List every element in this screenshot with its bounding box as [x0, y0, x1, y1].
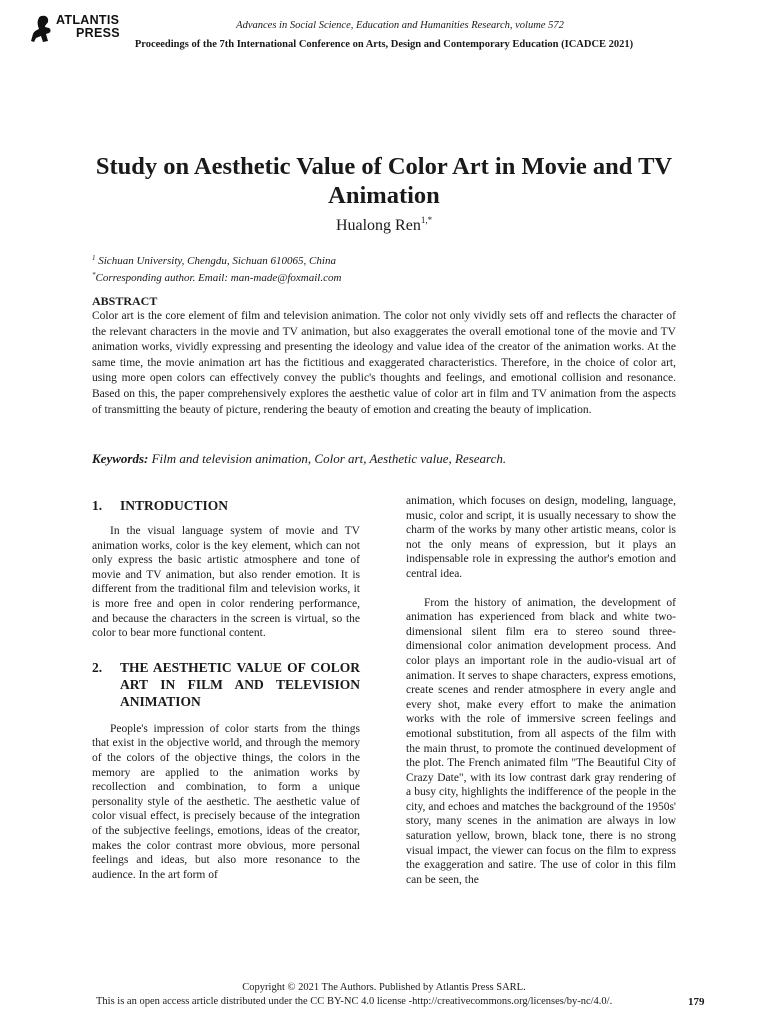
corresponding-superscript: * — [92, 271, 96, 279]
thinker-icon — [30, 14, 54, 44]
abstract-heading: ABSTRACT — [92, 294, 158, 308]
author-superscript: 1,* — [420, 215, 433, 225]
paper-title: Study on Aesthetic Value of Color Art in Movie and TV Animation — [95, 153, 673, 209]
author-line — [0, 215, 768, 235]
page-number: 179 — [688, 996, 705, 1008]
copyright-line: Copyright © 2021 The Authors. Published by Atlantis Press SARL. — [242, 982, 526, 993]
abstract-text: Color art is the core element of film and television animation. The color not only vividly sets off and reflects the character of the relevant characters in the movie and TV animation, but also exaggerates the overall emotional tone of the movie and TV animation works, vividly expressing and presenting the ideology and value idea of the creator of the animation works. At the same time, the movie animation art has the fictitious and exaggerated characteristics. Therefore, in the choice of color art, using more open colors can effectively convey the public's thoughts and feelings, and emotional collision and resonance. Based on this, the paper comprehensively explores the aesthetic value of color art in film and TV animation from the aspects of transmitting the beauty of picture, rendering the beauty of emotion and creating the beauty of implication. — [92, 310, 676, 416]
affiliation-superscript: 1 — [92, 254, 96, 262]
author-name: Hualong Ren — [335, 217, 421, 234]
right-paragraph-2: From the history of animation, the development of animation has experienced from black and white two-dimensional silent film era to stereo sound three-dimensional color animation development process. And color plays an important role in the audio-visual art of animation. It serves to shape characters, express emotions, create scenes and render atmosphere in every angle and every shot, make every effort to make the animation works with the role of immersive screen feelings and emotional substitution, from all aspects of the film with the main thrust, to promote the continued development of the plot. The French animated film "The Beautiful City of Crazy Date", with its low contrast dark gray rendering of a busy city, highlights the indifference of the people in the city, and echoes and matches the background of the 1950s' story, many scenes in the animation are always in low saturation yellow, brown, black tone, there is no strong visual impact, the viewer can focus on the film to express the exaggeration and satire. The use of color in this film can be seen, the — [406, 596, 676, 886]
section-1-paragraph: In the visual language system of movie and TV animation works, color is the key element, which can not only express the basic artistic atmosphere and tone of movie and TV animation, but also render emotion. It is different from the traditional film and television works, it is more free and open in color rendering performance, and because the characters in the screen is virtual, so the color to bear more functional content. — [92, 525, 360, 640]
logo-line-2: PRESS — [76, 26, 120, 40]
right-paragraph-1: animation, which focuses on design, modeling, language, music, color and script, it is usually necessary to show the charm of the works by many other artistic means, color is not the only means of expression, but it plays an indispensable role in expressing the author's emotion and central idea. — [406, 495, 676, 580]
keywords-text: Film and television animation, Color art, Aesthetic value, Research. — [148, 451, 507, 466]
journal-header: Advances in Social Science, Education and Humanities Research, volume 572 — [236, 20, 564, 31]
corresponding-text: Corresponding author. Email: man-made@foxmail.com — [95, 272, 342, 284]
affiliation-line — [92, 251, 341, 268]
corresponding-line — [92, 268, 341, 285]
section-1-number: 1. — [92, 498, 103, 513]
section-2-title: THE AESTHETIC VALUE OF COLOR ART IN FILM AND TELEVISION ANIMATION — [120, 659, 360, 709]
logo-line-1: ATLANTIS — [56, 13, 120, 27]
affiliations — [92, 251, 341, 285]
keywords-line — [92, 451, 692, 467]
keywords-label: Keywords: — [92, 451, 149, 466]
left-column — [92, 497, 360, 882]
logo-wordmark — [56, 14, 120, 40]
section-2-number: 2. — [92, 659, 103, 675]
proceedings-header: Proceedings of the 7th International Conference on Arts, Design and Contemporary Education (ICADCE 2021) — [134, 39, 634, 50]
section-2-heading — [92, 659, 360, 710]
section-1-heading — [92, 497, 360, 514]
affiliation-text: Sichuan University, Chengdu, Sichuan 610065, China — [95, 255, 336, 267]
license-line: This is an open access article distributed under the CC BY-NC 4.0 license -http://creativecommons.org/licenses/by-nc/4.0/. — [96, 996, 613, 1007]
section-2-paragraph: People's impression of color starts from the things that exist in the objective world, and through the memory of the colors of the objective things, the colors in the memory are applied to the animation works by recollection and combination, to form a unique personality style of the aesthetic. The aesthetic value of color visual effect, is precisely because of the integration of the subjective feelings, emotions, ideas of the creator, makes the color contrast more obvious, more personal feelings and ideas, but also more resonance to the audience. In the art form of — [92, 722, 360, 881]
section-1-title: INTRODUCTION — [120, 498, 229, 513]
right-column — [406, 494, 676, 887]
